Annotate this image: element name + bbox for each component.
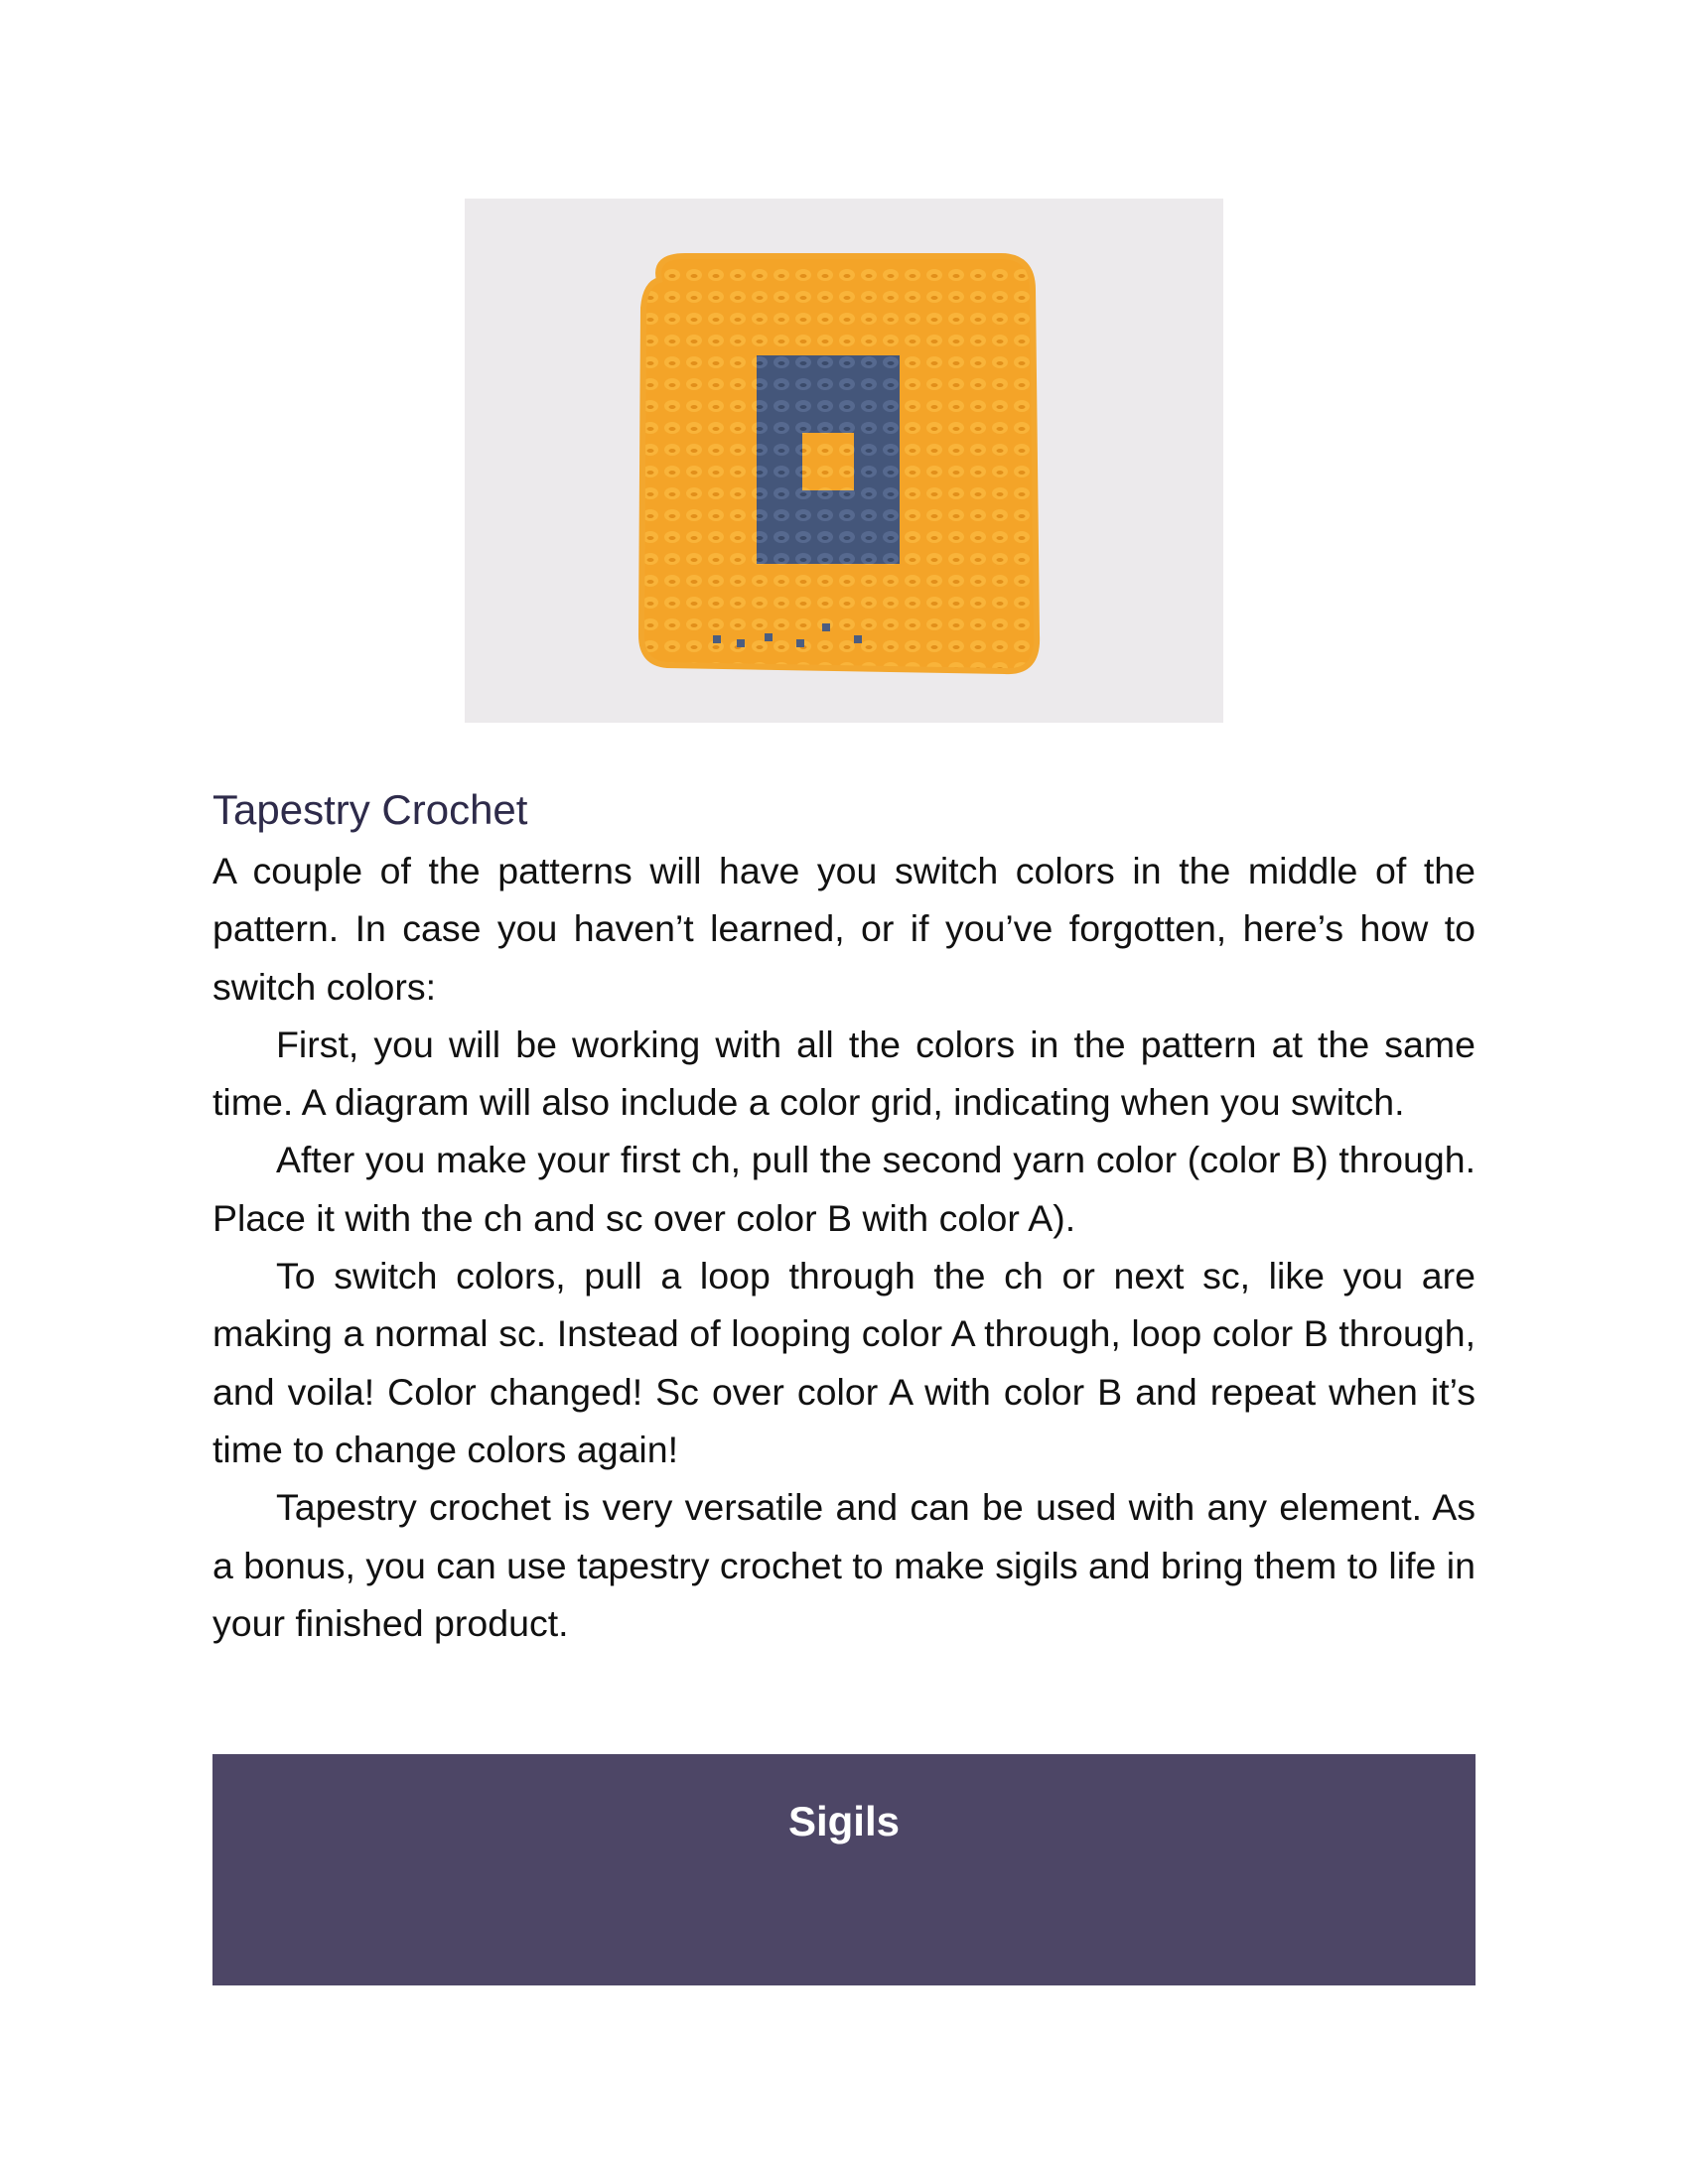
paragraph-versatility: Tapestry crochet is very versatile and can be used with any element. As a bonus, you can use tapestry crochet to make sigils and bring them to life in your finished product. — [212, 1486, 1476, 1644]
paragraph-color-b: After you make your first ch, pull the second yarn color (color B) through. Place it with the ch and sc over color B with color A). — [212, 1139, 1476, 1239]
paragraph-switch-colors: To switch colors, pull a loop through the ch or next sc, like you are making a normal sc. Instead of looping color A through, loop color B through, and voila! Color changed! Sc over color A with color B and repeat when it’s time to change colors again! — [212, 1255, 1476, 1470]
crochet-swatch-photo — [465, 199, 1223, 723]
body-text — [212, 842, 1476, 1652]
banner-title: Sigils — [787, 1798, 901, 1844]
paragraph-first-step: First, you will be working with all the colors in the pattern at the same time. A diagram will also include a color grid, indicating when you switch. — [212, 1023, 1476, 1124]
sigils-banner — [212, 1754, 1476, 1985]
paragraph-intro: A couple of the patterns will have you switch colors in the middle of the pattern. In case you haven’t learned, or if you’ve forgotten, here’s how to switch colors: — [212, 850, 1476, 1008]
section-heading: Tapestry Crochet — [212, 786, 528, 833]
